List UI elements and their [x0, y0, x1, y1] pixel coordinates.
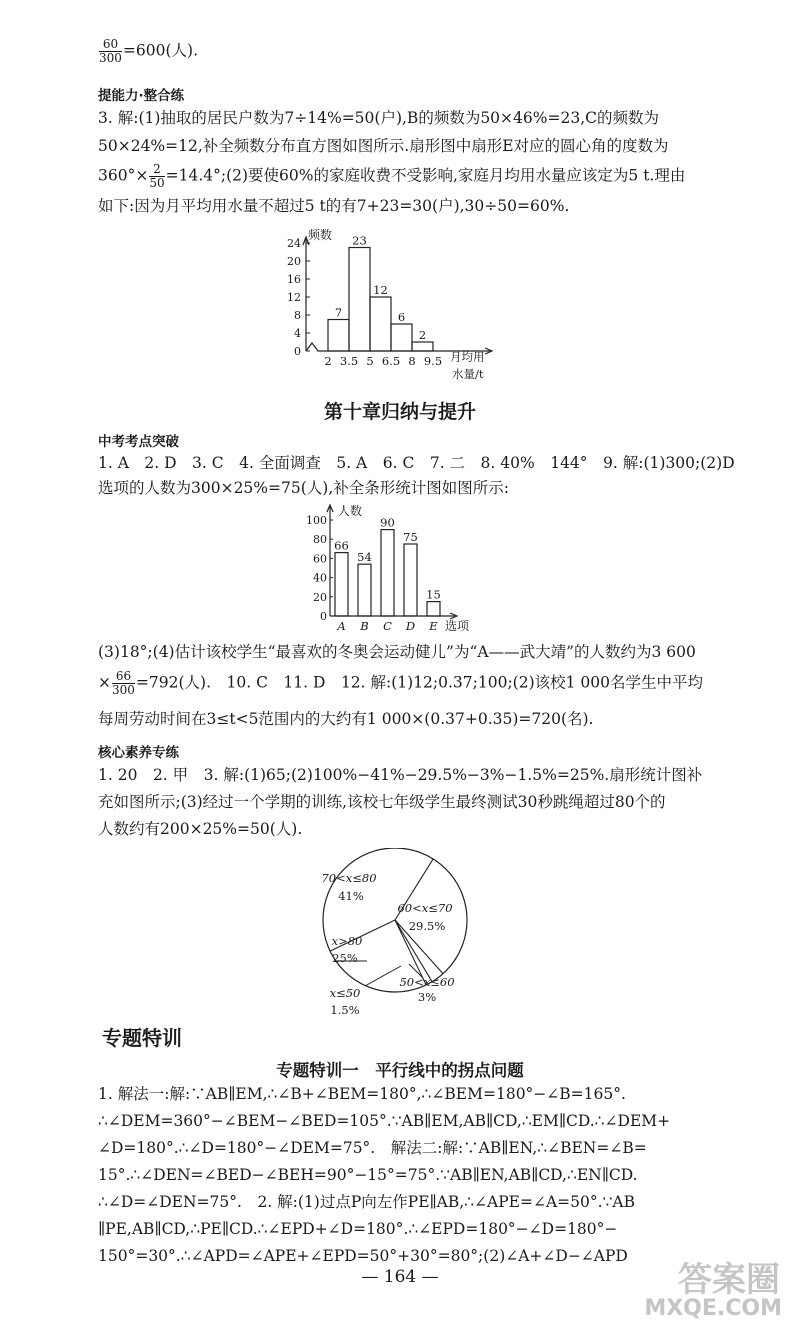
- pie-slice-value: 3%: [417, 990, 437, 1004]
- histogram-x-tick-label: 6.5: [381, 354, 401, 368]
- pie-leader-line: [365, 966, 401, 986]
- histogram-x-tick-label: 2: [324, 354, 332, 368]
- special-line: ∴∠D=∠DEN=75°. 2. 解:(1)过点P向左作PE∥AB,∴∠APE=∠A=50°.∵AB: [98, 1193, 635, 1211]
- bar-chart-category-label: B: [360, 619, 369, 633]
- pie-slice-value: 41%: [338, 889, 364, 903]
- histogram-bar: [412, 342, 433, 351]
- special-training-heading: 专题特训: [102, 1026, 182, 1050]
- pie-slice-label: x≤50: [329, 986, 361, 1000]
- histogram-xlabel-2: 水量/t: [452, 367, 484, 381]
- histogram-y-tick-label: 20: [287, 255, 301, 268]
- fraction: $\frac{60}{300}$: [99, 37, 122, 65]
- special-training-subtitle: 专题特训一 平行线中的拐点问题: [276, 1061, 524, 1080]
- pie-slice-label-group: [321, 871, 376, 903]
- bar-chart-value-label: 15: [426, 587, 441, 602]
- histogram-y-tick-label: 16: [287, 273, 301, 286]
- q3-line-4: 如下:因为月平均用水量不超过5 t的有7+23=30(户),30÷50=60%.: [98, 197, 570, 215]
- histogram-y-tick-label: 4: [294, 327, 301, 340]
- histogram-bar-label: 6: [397, 310, 406, 324]
- bar-chart-bar: [427, 602, 440, 616]
- chapter-title: 第十章归纳与提升: [323, 401, 476, 423]
- zk-line-1: 1. A 2. D 3. C 4. 全面调查 5. A 6. C 7. 二 8. 40% 144° 9. 解:(1)300;(2)D: [98, 454, 735, 472]
- histogram-x-tick-label: 3.5: [339, 354, 359, 368]
- bar-chart-bar: [335, 553, 348, 616]
- histogram-y-tick-label: 12: [287, 291, 301, 304]
- pie-slice-label: 60<x≤70: [397, 901, 453, 915]
- histogram-bar-label: 7: [334, 305, 343, 320]
- pie-slice-value: 1.5%: [330, 1003, 360, 1017]
- bar-chart-bar: [404, 544, 417, 616]
- section-heading-hexin: 核心素养专练: [98, 745, 179, 761]
- fraction: $\frac{2}{50}$: [149, 162, 165, 190]
- bar-chart-value-label: 54: [357, 550, 372, 565]
- histogram-y-tick-label: 8: [294, 309, 301, 322]
- bar-chart-category-label: E: [429, 619, 438, 633]
- pie-slice-label: x>80: [331, 934, 363, 948]
- pie-slice-label: 50<x≤60: [399, 975, 455, 989]
- fraction: $\frac{66}{300}$: [112, 669, 135, 697]
- bar-chart-category-label: D: [405, 619, 416, 633]
- pie-slice-value: 25%: [332, 951, 358, 965]
- hx-line-2: 充如图所示;(3)经过一个学期的训练,该校七年级学生最终测试30秒跳绳超过80个的: [98, 793, 666, 811]
- pie-slice-label-group: [397, 901, 452, 933]
- hx-line-3: 人数约有200×25%=50(人).: [98, 820, 303, 838]
- pie-slice-label-group: [399, 975, 454, 1004]
- q3-line-3: 360°× $\frac{2}{50}$ =14.4°;(2)要使60%的家庭收费不受影响,家庭月均用水量应该定为5 t.理由: [98, 162, 686, 190]
- zk-line-4: × $\frac{66}{300}$ =792(人). 10. C 11. D 12. 解:(1)12;0.37;100;(2)该校1 000名学生中平均: [98, 669, 704, 697]
- pie-slice-label-group: [330, 986, 361, 1017]
- bar-chart-value-label: 75: [403, 530, 418, 544]
- watermark-url: MXQE.COM: [644, 1296, 782, 1321]
- histogram-bar-label: 2: [418, 328, 427, 342]
- pie-slice-label-group: [332, 934, 363, 965]
- pie-slice-value: 29.5%: [408, 919, 446, 933]
- section-heading-zhongkao: 中考考点突破: [98, 434, 179, 450]
- histogram-bar-label: 12: [373, 283, 388, 297]
- bar-chart-bar: [381, 530, 394, 616]
- page-number: — 164 —: [361, 1267, 439, 1287]
- special-line: 1. 解法一:解:∵AB∥EM,∴∠B+∠BEM=180°,∴∠BEM=180°−∠B=165°.: [98, 1085, 626, 1103]
- histogram-bar: [328, 320, 349, 352]
- special-line: ∥PE,AB∥CD,∴PE∥CD.∴∠EPD+∠D=180°.∴∠EPD=180°−∠D=180°−: [98, 1220, 618, 1238]
- histogram-bar-label: 23: [352, 233, 367, 248]
- zk-line-3: (3)18°;(4)估计该校学生“最喜欢的冬奥会运动健儿”为“A——武大靖”的人数约为3 600: [98, 643, 696, 661]
- bar-chart-xlabel: 选项: [445, 619, 470, 633]
- bar-chart-y-tick-label: 100: [306, 514, 327, 527]
- hx-line-1: 1. 20 2. 甲 3. 解:(1)65;(2)100%−41%−29.5%−3%−1.5%=25%.扇形统计图补: [98, 766, 703, 784]
- bar-chart-bar: [358, 564, 371, 616]
- section-heading-tineng: 提能力·整合练: [98, 88, 185, 104]
- histogram-bar: [391, 324, 412, 351]
- bar-chart-y-tick-label: 60: [313, 552, 327, 566]
- bar-chart-value-label: 66: [334, 538, 349, 553]
- jump-rope-pie-chart: [305, 848, 505, 1028]
- watermark-logo: [594, 1246, 794, 1326]
- special-line: ∠D=180°.∴∠D=180°−∠DEM=75°. 解法二:解:∵AB∥EN,∴∠BEN=∠B=: [98, 1139, 647, 1157]
- bar-chart-value-label: 90: [380, 515, 395, 530]
- q3-line-2: 50×24%=12,补全频数分布直方图如图所示.扇形图中扇形E对应的圆心角的度数为: [98, 137, 669, 155]
- watermark-text: 答案圈: [678, 1260, 780, 1300]
- special-line: ∴∠DEM=360°−∠BEM−∠BED=105°.∵AB∥EM,AB∥CD,∴EM∥CD.∴∠DEM+: [98, 1112, 671, 1130]
- bar-chart-y-tick-label: 80: [313, 533, 327, 547]
- histogram-bar: [370, 297, 391, 351]
- histogram-x-tick-label: 8: [408, 354, 416, 368]
- pie-slice-label: 70<x≤80: [321, 871, 377, 885]
- zk-line-5: 每周劳动时间在3≤t<5范围内的大约有1 000×(0.37+0.35)=720(名).: [98, 710, 594, 728]
- q3-line-1: 3. 解:(1)抽取的居民户数为7÷14%=50(户),B的频数为50×46%=23,C的频数为: [98, 109, 659, 127]
- zk-line-2: 选项的人数为300×25%=75(人),补全条形统计图如图所示:: [98, 479, 509, 497]
- water-usage-histogram: [270, 225, 510, 385]
- histogram-y-tick-label: 0: [294, 345, 301, 358]
- histogram-y-tick-label: 24: [287, 237, 301, 250]
- histogram-ylabel: 频数: [308, 228, 333, 242]
- histogram-x-tick-label: 9.5: [423, 354, 443, 368]
- histogram-x-tick-label: 5: [366, 354, 374, 368]
- favorite-athlete-bar-chart: [300, 502, 470, 637]
- bar-chart-y-tick-label: 40: [313, 571, 327, 585]
- bar-chart-category-label: C: [383, 619, 392, 633]
- special-line: 15°.∴∠DEN=∠BED−∠BEH=90°−15°=75°.∵AB∥EN,AB∥CD,∴EN∥CD.: [98, 1166, 638, 1184]
- top-result-line: $\frac{60}{300}$ =600(人).: [99, 37, 198, 65]
- bar-chart-ylabel: 人数: [338, 504, 363, 518]
- histogram-xlabel-1: 月均用: [450, 350, 485, 364]
- special-line: 150°=30°.∴∠APD=∠APE+∠EPD=50°+30°=80°;(2)∠A+∠D−∠APD: [98, 1247, 628, 1265]
- bar-chart-category-label: A: [337, 619, 346, 633]
- bar-chart-y-tick-label: 0: [320, 610, 327, 623]
- histogram-bar: [349, 248, 370, 352]
- bar-chart-y-tick-label: 20: [313, 590, 327, 604]
